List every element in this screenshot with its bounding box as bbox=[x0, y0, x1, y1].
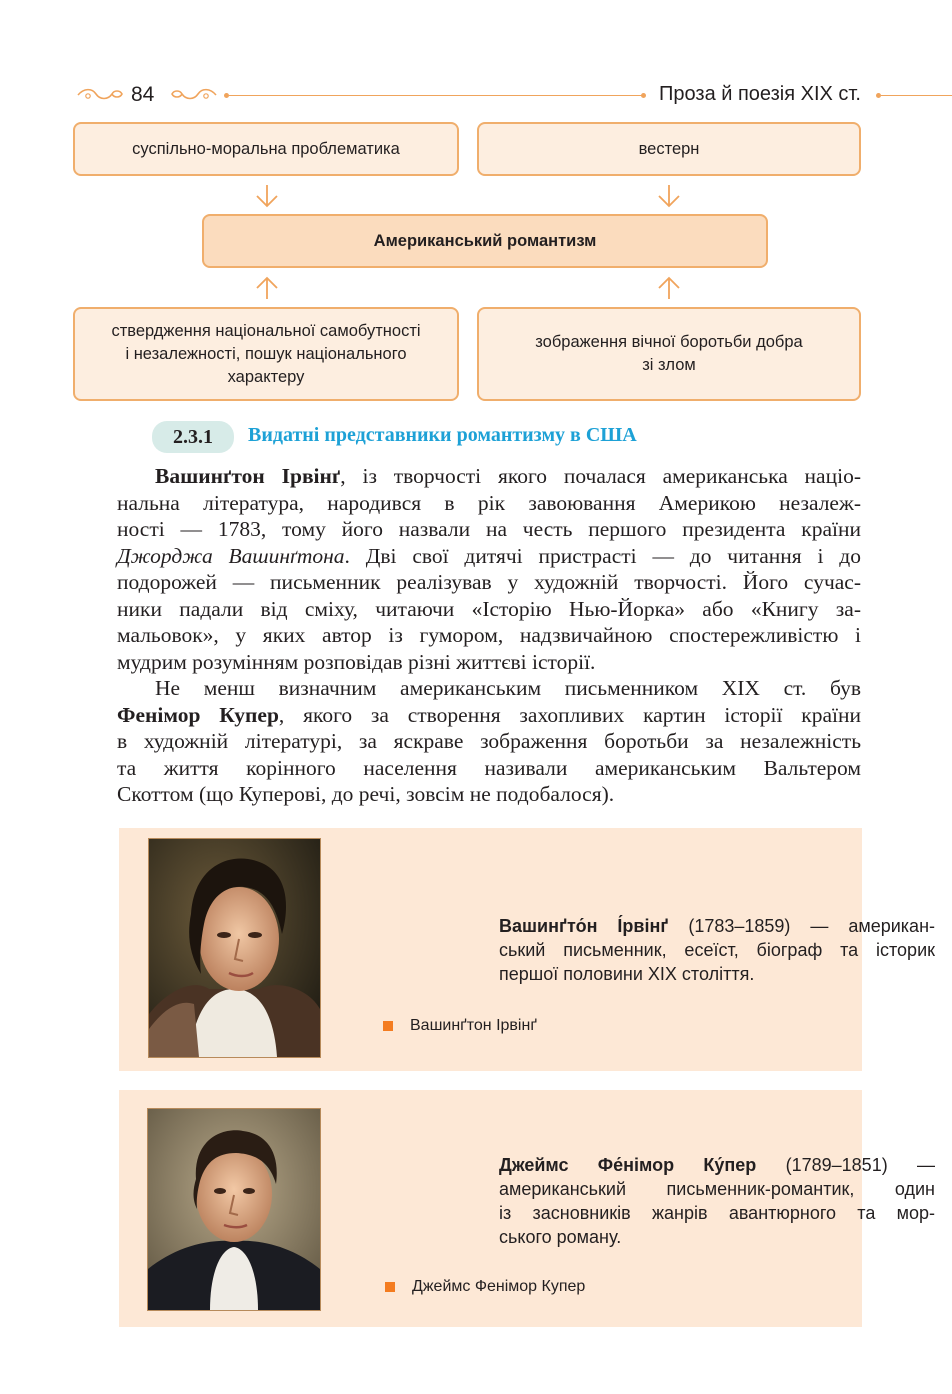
arrow-up-icon bbox=[254, 276, 280, 300]
text-line: мудрим розумінням розповідав різні життєві історії. bbox=[117, 649, 596, 674]
diagram-box-bottom-left bbox=[73, 307, 459, 401]
bio-name: Джеймс Фе́німор Ку́пер bbox=[499, 1155, 757, 1175]
arrow-down-icon bbox=[656, 184, 682, 208]
diagram-box-top-left bbox=[73, 122, 459, 176]
text-line: подорожей — письменник реалізував у художній творчості. Його сучас- bbox=[117, 570, 861, 594]
bio-line: американський письменник-романтик, один bbox=[499, 1179, 935, 1199]
bio-line: першої половини XIX століття. bbox=[499, 964, 755, 984]
left-ornament bbox=[76, 86, 124, 104]
header-rule-dot bbox=[641, 93, 646, 98]
text-line: та життя корінного населення називали американським Вальтером bbox=[117, 755, 861, 780]
portrait-irving bbox=[148, 838, 321, 1058]
portrait-cooper bbox=[147, 1108, 321, 1311]
caption-text: Джеймс Фенімор Купер bbox=[412, 1278, 586, 1295]
text-line: Вашинґтон Ірвінґ, із творчості якого почалася американська націо- bbox=[155, 464, 861, 488]
text-line: ники падали від сміху, читаючи «Історію Нью-Йорка» або «Книгу за- bbox=[117, 596, 861, 621]
portrait-card-cooper bbox=[119, 1090, 935, 1327]
diagram-box-text: Американський романтизм bbox=[373, 231, 597, 250]
arrow-up-icon bbox=[656, 276, 682, 300]
header-rule bbox=[229, 95, 643, 96]
text-line: нальна література, народився в рік завоювання Америкою незалеж- bbox=[117, 490, 861, 515]
caption-marker-icon bbox=[385, 1282, 395, 1292]
bold-name: Фенімор Купер bbox=[117, 702, 279, 727]
diagram-box-line: зображення вічної боротьби добра bbox=[535, 333, 803, 351]
section-number: 2.3.1 bbox=[152, 421, 234, 453]
bio-line: із засновників жанрів авантюрного та мор- bbox=[499, 1203, 935, 1223]
text-line: Скоттом (що Куперові, до речі, зовсім не подобалося). bbox=[117, 782, 615, 806]
page-number: 84 bbox=[131, 83, 155, 106]
caption-cooper bbox=[385, 1278, 585, 1296]
text-line: мальовок», у яких автор із гумором, надзвичайною спостережливістю і bbox=[117, 623, 861, 647]
caption-text: Вашинґтон Ірвінґ bbox=[410, 1017, 537, 1034]
arrow-down-icon bbox=[254, 184, 280, 208]
paragraph-cooper bbox=[117, 675, 861, 808]
bio-name: Вашинґто́н І́рвінґ bbox=[499, 916, 669, 936]
diagram-box-center bbox=[202, 214, 768, 268]
italic-name: Джорджа Вашинґтона bbox=[117, 543, 345, 568]
text-line: Джорджа Вашинґтона. Дві свої дитячі пристрасті — до читання і до bbox=[117, 543, 861, 568]
diagram-box-top-right bbox=[477, 122, 861, 176]
bio-line: ський письменник, есеїст, біограф та історик bbox=[499, 940, 935, 960]
bio-line: Джеймс Фе́німор Ку́пер (1789–1851) — bbox=[499, 1155, 935, 1175]
bio-irving bbox=[499, 914, 935, 986]
diagram-box-text: суспільно-моральна проблематика bbox=[132, 139, 400, 158]
portrait-card-irving bbox=[119, 828, 935, 1071]
diagram-box-text: вестерн bbox=[638, 139, 700, 158]
diagram-box-line: зі злом bbox=[642, 356, 696, 374]
diagram-box-bottom-right bbox=[477, 307, 861, 401]
caption-irving bbox=[383, 1017, 537, 1035]
diagram-box-line: характеру bbox=[227, 367, 305, 386]
text-line: Фенімор Купер, якого за створення захопливих картин історії країни bbox=[117, 702, 861, 727]
paragraph-irving bbox=[117, 463, 861, 675]
right-ornament bbox=[170, 86, 218, 104]
running-title: Проза й поезія XIX ст. bbox=[659, 83, 861, 105]
text-line: Не менш визначним американським письменником XIX ст. був bbox=[155, 676, 861, 700]
bold-name: Вашинґтон Ірвінґ bbox=[155, 464, 341, 488]
bio-cooper bbox=[499, 1153, 935, 1249]
diagram-box-line: ствердження національної самобутності bbox=[111, 321, 421, 340]
header-rule bbox=[881, 95, 952, 96]
bio-line: Вашинґто́н І́рвінґ (1783–1859) — американ- bbox=[499, 916, 935, 936]
diagram-box-line: і незалежності, пошук національного bbox=[125, 344, 407, 363]
bio-line: ського роману. bbox=[499, 1227, 622, 1247]
text-line: в художній літературі, за яскраве зображення боротьби за незалежність bbox=[117, 729, 861, 753]
text-line: ності — 1783, тому його назвали на честь першого президента країни bbox=[117, 517, 861, 541]
section-title: Видатні представники романтизму в США bbox=[248, 424, 637, 446]
caption-marker-icon bbox=[383, 1021, 393, 1031]
